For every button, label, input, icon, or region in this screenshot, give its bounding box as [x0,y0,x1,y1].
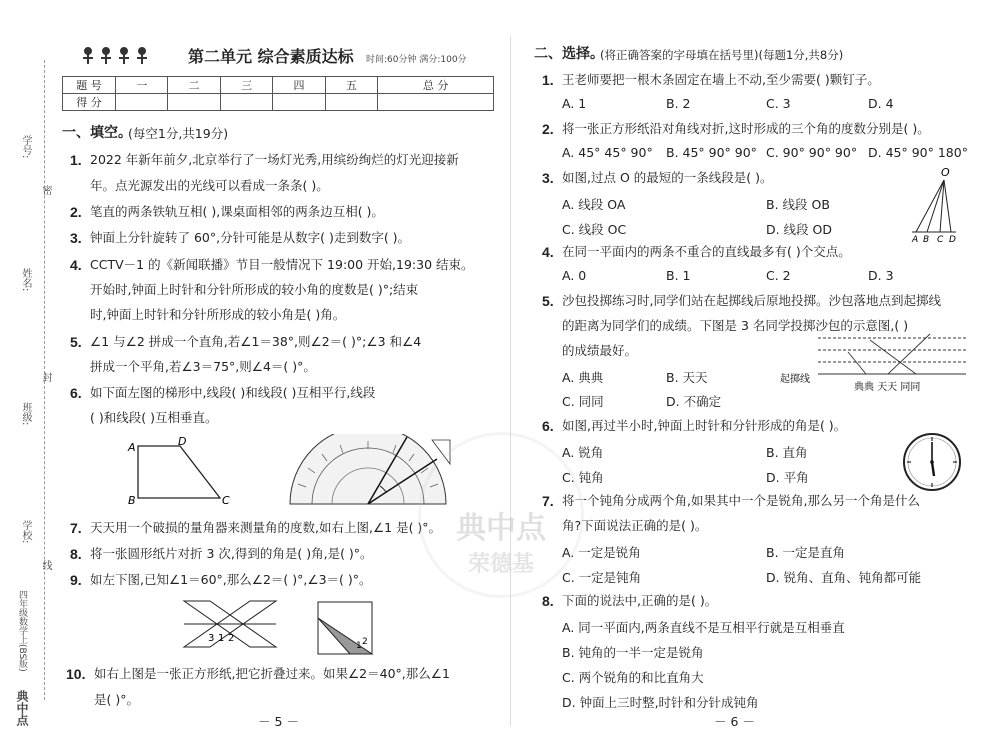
option-c[interactable]: C. 同同 [562,394,604,409]
question-text: 如图,再过半小时,钟面上时针和分针形成的角是( )。 [562,418,847,433]
margin-xuexiao: 学校: [20,520,31,544]
score-cell: 三 [220,77,272,94]
question-text: 的成绩最好。 [562,343,638,358]
question-text: 是( )°。 [94,692,139,707]
option-a[interactable]: A. 同一平面内,两条直线不是互相平行就是互相垂直 [562,620,845,635]
ray-label-d: D [949,235,956,244]
question-text: ( )和线段( )互相垂直。 [90,410,218,425]
ray-label-a: A [912,235,919,244]
score-input-cell[interactable] [378,94,494,111]
page-number-left: － 5 － [258,714,299,729]
watermark-main: 典中点 [456,511,546,546]
option-a[interactable]: A. 1 [562,96,587,111]
option-d[interactable]: D. 4 [868,96,894,111]
margin-banji: 班级: [20,402,31,426]
margin-feng: 封 [40,372,51,382]
trapezoid-label-d: D [178,436,187,448]
option-c[interactable]: C. 一定是钝角 [562,570,642,585]
option-a[interactable]: A. 线段 OA [562,197,626,212]
section1-heading: 一、填空。 [62,125,132,141]
book-label: 四年级数学上(BS版) [17,590,27,672]
q-number: 6. [542,418,554,434]
option-b[interactable]: B. 45° 90° 90° [666,145,757,160]
q-number: 10. [66,666,86,682]
page-title: 第二单元 综合素质达标 [188,47,354,66]
option-b[interactable]: B. 线段 OB [766,197,830,212]
q-number: 6. [70,385,82,401]
clock-icon [902,432,962,492]
option-b[interactable]: B. 2 [666,96,691,111]
q-number: 1. [70,152,82,168]
score-table-row [63,77,494,94]
trapezoid-label-a: A [128,441,136,454]
question-text: 钟面上分针旋转了 60°,分针可能是从数字( )走到数字( )。 [90,230,411,245]
question-text: 笔直的两条铁轨互相( ),课桌面相邻的两条边互相( )。 [90,204,384,219]
ray-label-o: O [941,166,950,179]
question-text: 将一张圆形纸片对折 3 次,得到的角是( )角,是( )°。 [90,546,373,561]
question-text: 在同一平面内的两条不重合的直线最多有( )个交点。 [562,244,851,259]
throw-line-label: 起掷线 [780,374,810,385]
folded-square-figure [316,600,376,656]
q-number: 7. [70,520,82,536]
option-d[interactable]: D. 钟面上三时整,时针和分针成钝角 [562,695,759,710]
section1-note: (每空1分,共19分) [128,126,229,141]
option-c[interactable]: C. 90° 90° 90° [766,145,858,160]
option-b[interactable]: B. 直角 [766,445,808,460]
ray-label-c: C [937,235,944,244]
question-text: 如右上图是一张正方形纸,把它折叠过来。如果∠2＝40°,那么∠1 [94,666,450,681]
option-d[interactable]: D. 不确定 [666,394,722,409]
score-table-row [63,94,494,111]
question-text: 的距离为同学们的成绩。下图是 3 名同学投掷沙包的示意图,( ) [562,318,909,333]
time-info: 时间:60分钟 满分:100分 [366,55,467,65]
throw-names-label: 典典 天天 同同 [854,382,921,393]
option-b[interactable]: B. 天天 [666,370,708,385]
score-input-cell[interactable] [168,94,220,111]
page-divider [510,36,511,726]
cross-label-3: 3 [208,633,215,644]
q-number: 2. [70,204,82,220]
trapezoid-figure [120,436,240,508]
question-text: ∠1 与∠2 拼成一个直角,若∠1＝38°,则∠2＝( )°;∠3 和∠4 [90,334,422,349]
trapezoid-shape [138,446,220,498]
cross-label-2: 2 [228,633,235,644]
question-text: 王老师要把一根木条固定在墙上不动,至少需要( )颗钉子。 [562,72,880,87]
question-text: 沙包投掷练习时,同学们站在起掷线后原地投掷。沙包落地点到起掷线 [562,293,941,308]
option-b[interactable]: B. 一定是直角 [766,545,846,560]
q-number: 8. [70,546,82,562]
q-number: 3. [542,170,554,186]
score-input-cell[interactable] [116,94,168,111]
q-number: 8. [542,593,554,609]
margin-mi: 密 [40,185,51,195]
option-b[interactable]: B. 钝角的一半一定是锐角 [562,645,704,660]
option-c[interactable]: C. 2 [766,268,791,283]
margin-xingming: 姓名: [20,268,31,292]
score-cell: 得 分 [63,94,116,111]
question-text: 如左下图,已知∠1＝60°,那么∠2＝( )°,∠3＝( )°。 [90,572,372,587]
score-input-cell[interactable] [273,94,325,111]
margin-xuehao: 学号: [20,135,31,159]
watermark-sub: 荣德基 [467,552,534,577]
question-text: CCTV－1 的《新闻联播》节目一般情况下 19:00 开始,19:30 结束。 [90,257,474,272]
q-number: 2. [542,121,554,137]
fold-label-2: 2 [362,637,368,647]
option-a[interactable]: A. 锐角 [562,445,604,460]
option-c[interactable]: C. 两个锐角的和比直角大 [562,670,704,685]
throw-figure [778,330,968,398]
question-text: 角?下面说法正确的是( )。 [562,518,708,533]
brand-label: 典中点 [15,690,29,726]
section2-note: (将正确答案的字母填在括号里)(每题1分,共8分) [600,48,844,62]
cross-label-1: 1 [218,633,225,644]
option-d[interactable]: D. 45° 90° 180° [868,145,968,160]
q-number: 5. [542,293,554,309]
fold-label-1: 1 [356,641,362,651]
score-cell: 四 [273,77,325,94]
option-d[interactable]: D. 线段 OD [766,222,833,237]
option-d[interactable]: D. 3 [868,268,894,283]
question-text: 将一个钝角分成两个角,如果其中一个是锐角,那么另一个角是什么 [562,493,920,508]
section2-heading: 二、选择。 [534,46,604,62]
decorative-people-icon [80,46,150,70]
score-table [62,76,494,111]
margin-xian: 线 [40,560,51,570]
option-a[interactable]: A. 45° 45° 90° [562,145,653,160]
q-number: 7. [542,493,554,509]
question-text: 天天用一个破损的量角器来测量角的度数,如右上图,∠1 是( )°。 [90,520,442,535]
option-d[interactable]: D. 平角 [766,470,809,485]
rays-figure [908,166,960,244]
score-cell: 一 [116,77,168,94]
score-input-cell[interactable] [325,94,377,111]
question-text: 下面的说法中,正确的是( )。 [562,593,718,608]
option-a[interactable]: A. 典典 [562,370,604,385]
score-input-cell[interactable] [220,94,272,111]
q-number: 9. [70,572,82,588]
question-text: 拼成一个平角,若∠3＝75°,则∠4＝( )°。 [90,359,316,374]
option-c[interactable]: C. 钝角 [562,470,604,485]
watermark [418,432,584,598]
score-cell: 二 [168,77,220,94]
trapezoid-label-c: C [222,494,230,507]
option-c[interactable]: C. 线段 OC [562,222,627,237]
option-c[interactable]: C. 3 [766,96,791,111]
q-number: 5. [70,334,82,350]
margin-strip [0,0,51,754]
option-d[interactable]: D. 锐角、直角、钝角都可能 [766,570,922,585]
score-cell: 题 号 [63,77,116,94]
q-number: 4. [542,244,554,260]
crossed-strips-figure [180,597,280,655]
question-text: 开始时,钟面上时针和分针所形成的较小角的度数是( )°;结束 [90,282,419,297]
score-cell: 五 [325,77,377,94]
q-number: 4. [70,257,82,273]
question-text: 如图,过点 O 的最短的一条线段是( )。 [562,170,773,185]
q-number: 1. [542,72,554,88]
option-a[interactable]: A. 0 [562,268,587,283]
option-a[interactable]: A. 一定是锐角 [562,545,641,560]
question-text: 2022 年新年前夕,北京举行了一场灯光秀,用缤纷绚烂的灯光迎接新 [90,152,459,167]
page-number-right: － 6 － [714,714,755,729]
q-number: 3. [70,230,82,246]
ray-label-b: B [923,235,930,244]
question-text: 年。点光源发出的光线可以看成一条条( )。 [90,178,329,193]
question-text: 将一张正方形纸沿对角线对折,这时形成的三个角的度数分别是( )。 [562,121,930,136]
question-text: 如下面左图的梯形中,线段( )和线段( )互相平行,线段 [90,385,376,400]
score-cell: 总 分 [378,77,494,94]
question-text: 时,钟面上时针和分针所形成的较小角是( )角。 [90,307,346,322]
option-b[interactable]: B. 1 [666,268,691,283]
trapezoid-label-b: B [128,494,136,507]
